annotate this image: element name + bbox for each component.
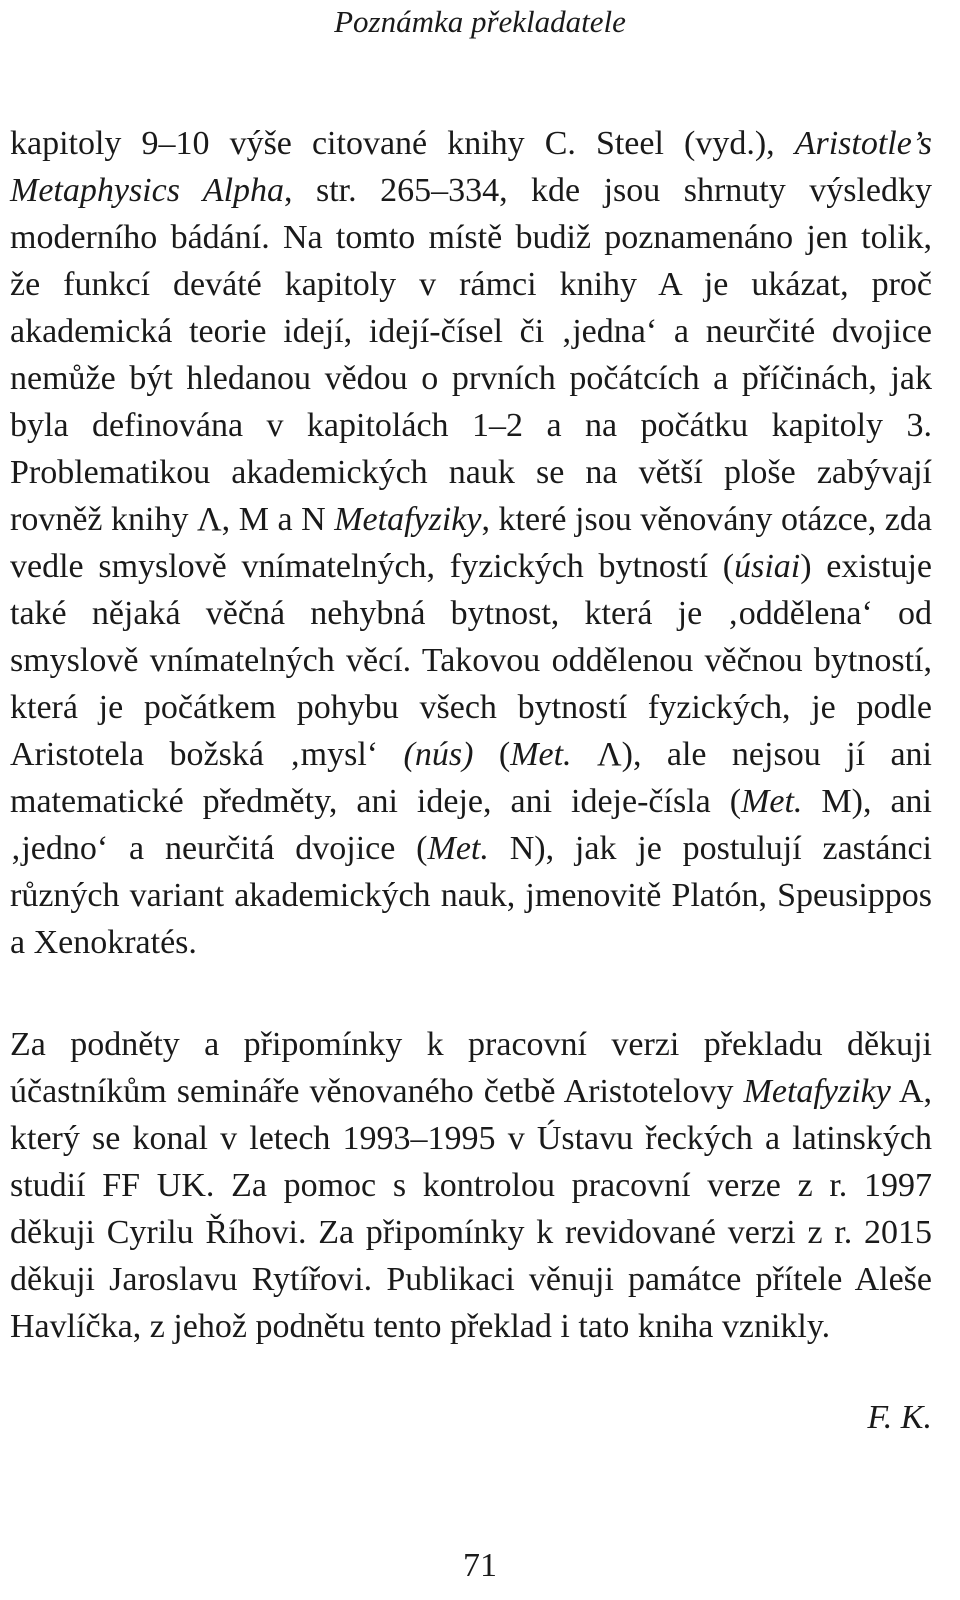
text-run: , str. 265–334, kde jsou shrnuty výsledky moderního bádání. Na tomto místě budiž poznamenáno jen tolik, že funkcí deváté kapitoly v rámci knihy A je ukázat, proč akademická teorie idejí, idejí-čísel či ‚jedna‘ a neurčité dvojice nemůže být hledanou vědou o prvních počátcích a příčinách, jak byla definována v kapitolách 1–2 a na počátku kapitoly 3. Problematikou akademických nauk se na větší ploše zabývají rovněž knihy Λ, M a N <box>10 172 932 538</box>
text-run: kapitoly 9–10 výše citované knihy C. Steel (vyd.), <box>10 125 795 162</box>
book-title-italic: Aristotle’s Metaphysics Alpha <box>10 125 932 209</box>
body-paragraph-1 <box>10 120 932 966</box>
text-run: Λ), ale nejsou jí ani matematické předměty, ani ideje, ani ideje-čísla ( <box>10 736 932 820</box>
text-run: ( <box>473 736 511 773</box>
greek-term-italic: úsiai <box>734 548 801 585</box>
text-run: ) existuje také nějaká věčná nehybná bytnost, která je ‚oddělena‘ od smyslově vnímatelných věcí. Takovou oddělenou věčnou bytností, která je počátkem pohybu všech bytností fyzických, je podle Aristotela božská ‚mysl‘ <box>10 548 932 773</box>
work-title-italic: Metafyziky <box>743 1073 891 1110</box>
abbreviation-italic: Met. <box>510 736 572 773</box>
text-run: M), ani ‚jedno‘ a neurčitá dvojice ( <box>10 783 932 867</box>
body-paragraph-2 <box>10 1021 932 1350</box>
text-run: Za podněty a připomínky k pracovní verzi překladu děkuji účastníkům semináře věnovaného četbě Aristotelovy <box>10 1026 932 1110</box>
abbreviation-italic: Met. <box>427 830 489 867</box>
abbreviation-italic: Met. <box>741 783 803 820</box>
greek-term-italic: (nús) <box>403 736 474 773</box>
text-run: A, který se konal v letech 1993–1995 v Ústavu řeckých a latinských studií FF UK. Za pomoc s kontrolou pracovní verze z r. 1997 děkuji Cyrilu Říhovi. Za připomínky k revidované verzi z r. 2015 děkuji Jaroslavu Rytířovi. Publikaci věnuji památce přítele Aleše Havlíčka, z jehož podnětu tento překlad i tato kniha vznikly. <box>10 1073 932 1345</box>
running-header: Poznámka překladatele <box>334 4 626 39</box>
work-title-italic: Metafyziky <box>334 501 482 538</box>
text-run: N), jak je postulují zastánci různých variant akademických nauk, jmenovitě Platón, Speusippos a Xenokratés. <box>10 830 932 961</box>
author-initials: F. K. <box>867 1399 932 1436</box>
text-run: , které jsou věnovány otázce, zda vedle smyslově vnímatelných, fyzických bytností ( <box>10 501 932 585</box>
page-number: 71 <box>463 1547 497 1584</box>
